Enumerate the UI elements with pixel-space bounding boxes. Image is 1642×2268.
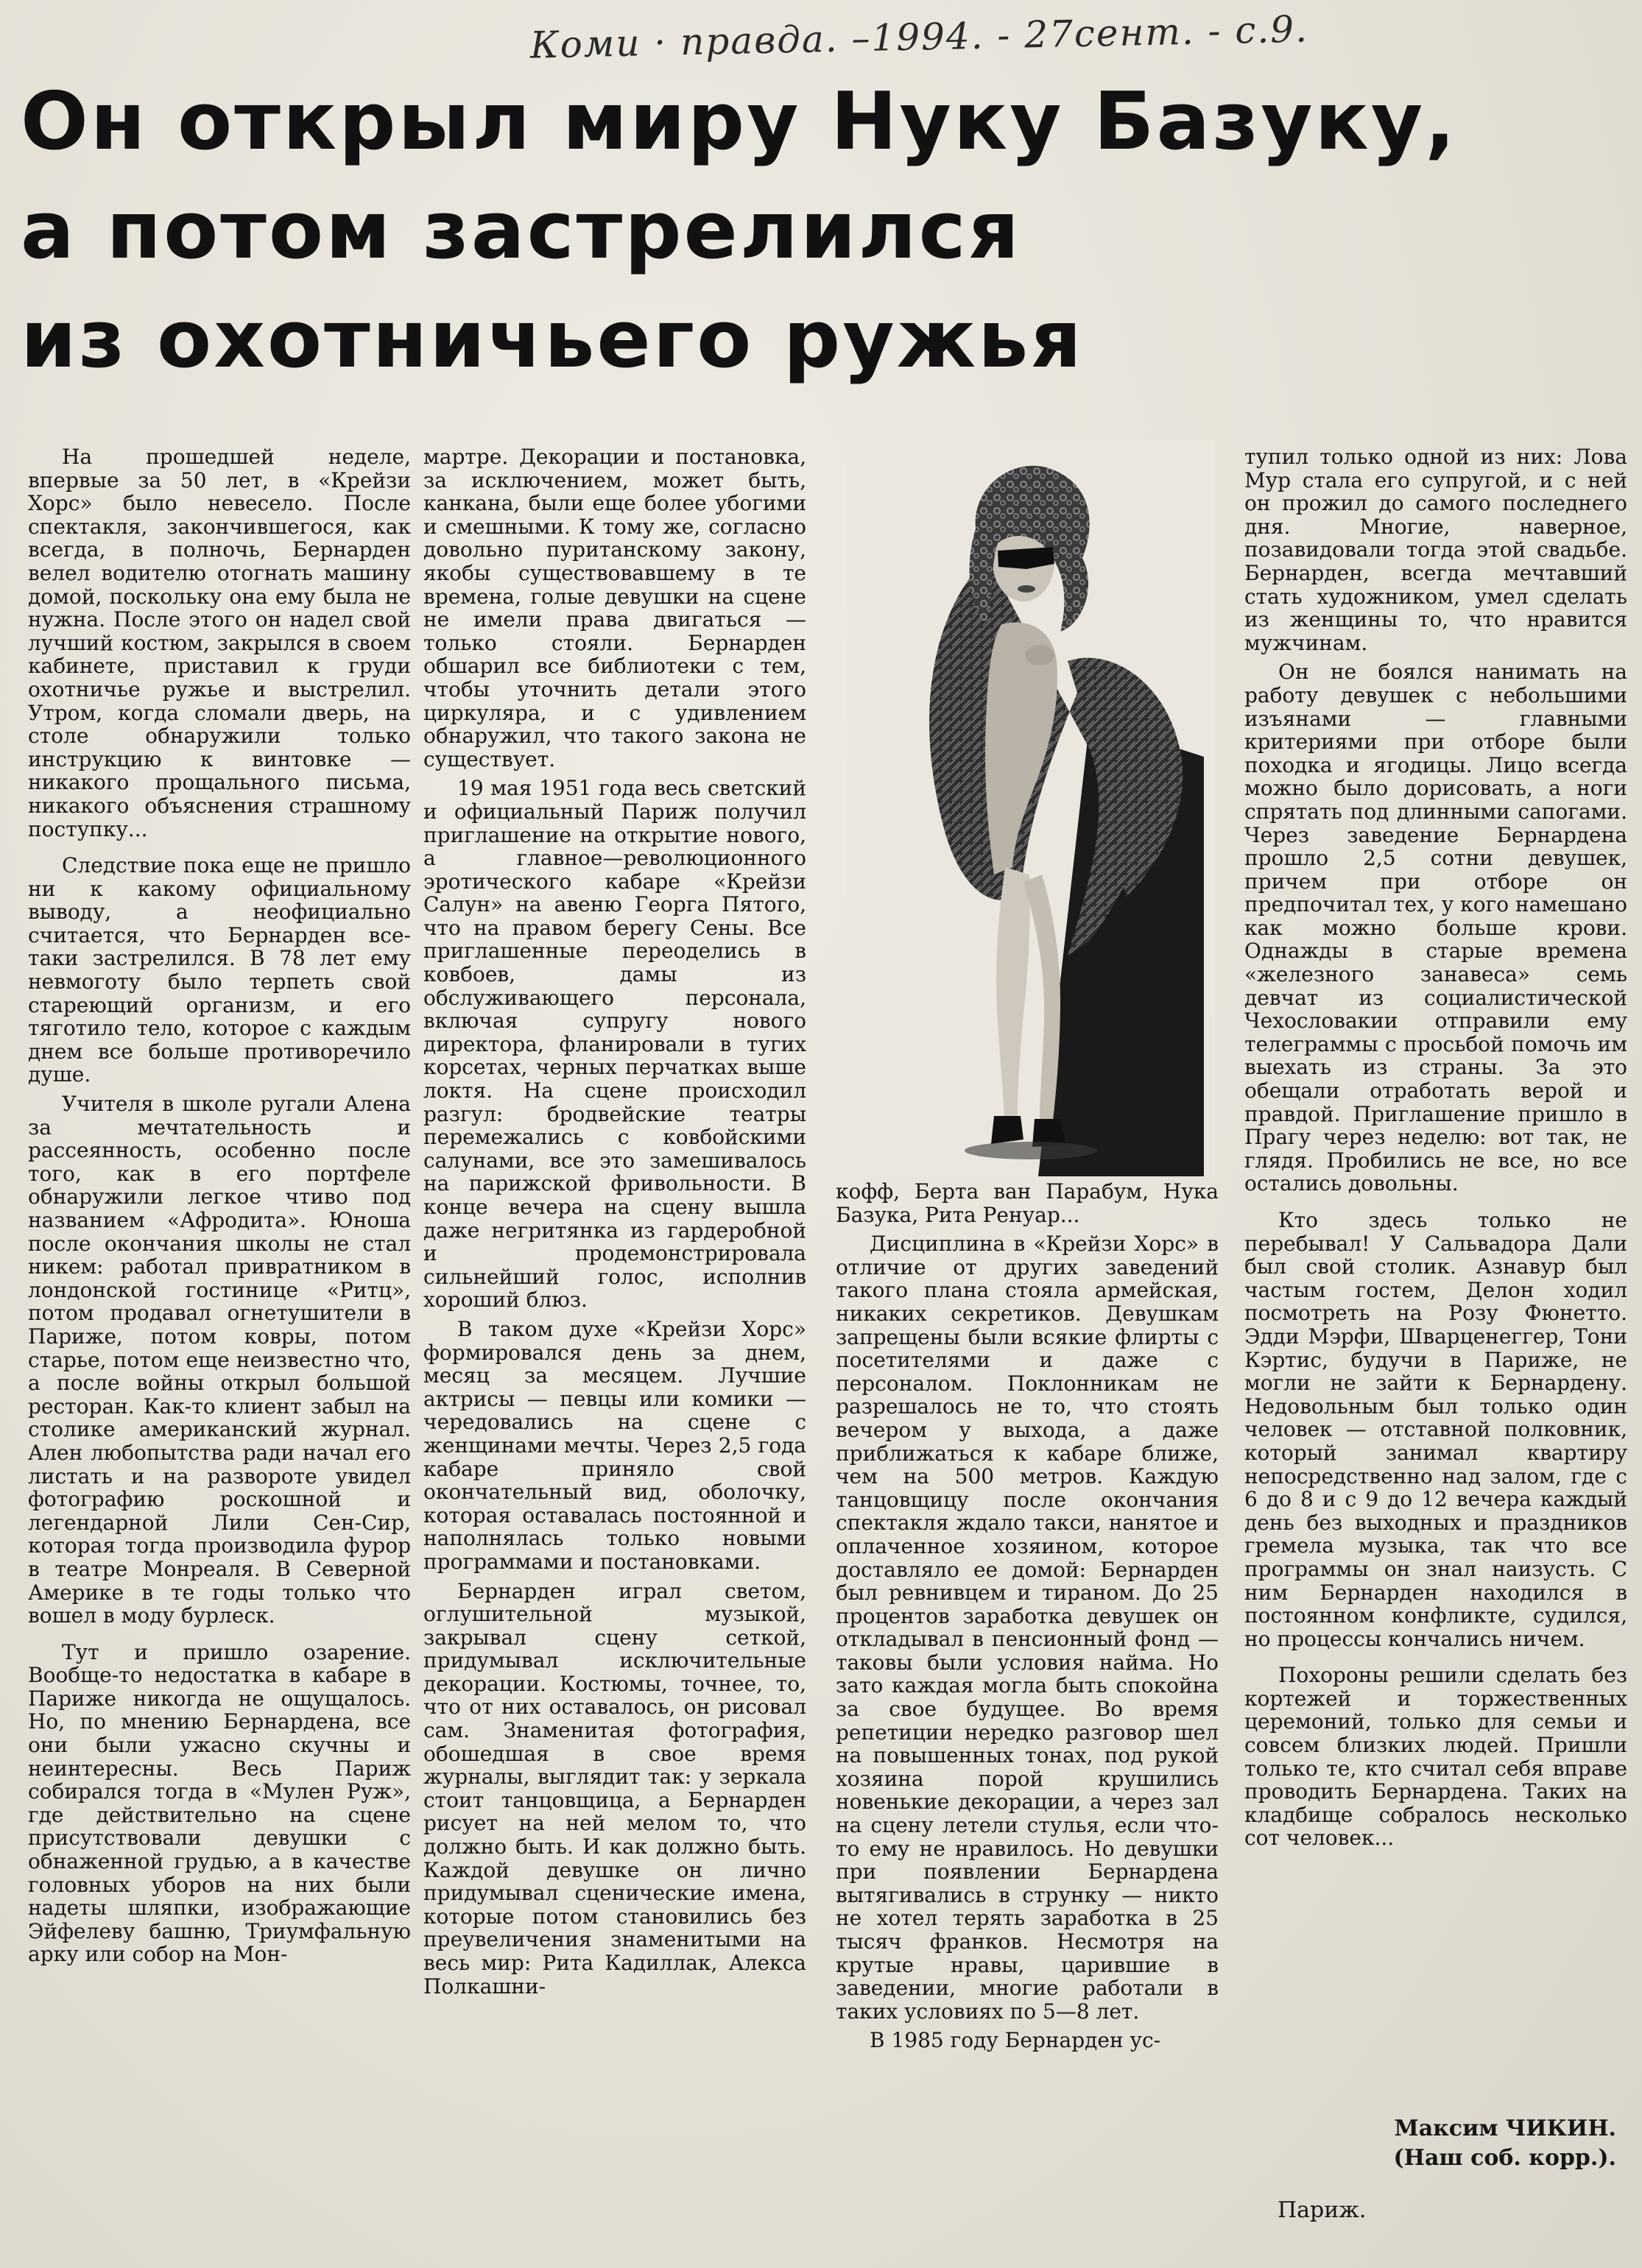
- dateline: Париж.: [1278, 2197, 1367, 2223]
- headline-line-1: Он открыл миру Нуку Базуку,: [21, 76, 1458, 168]
- author-byline: [1366, 2114, 1616, 2173]
- paragraph: Бернарден играл светом, оглушительной музыкой, закрывал сцену сеткой, придумывал исключительные декорации. Костюмы, точнее, то, что от них оставалось, он рисовал сам. Знаменитая фотография, обошедшая в свое время журналы, выглядит так: у зеркала стоит танцовщица, а Бернарден рисует на ней мелом то, что должно быть. И как должно быть. Каждой девушке он лично придумывал сценические имена, которые потом становились без преувеличения знаменитыми на весь мир: Рита Кадиллак, Алекса Полкашни-: [423, 1578, 806, 1999]
- article-headline: [21, 68, 1604, 395]
- headline-line-3: из охотничьего ружья: [21, 294, 1084, 386]
- article-column-4: [1244, 445, 1627, 2227]
- paragraph: Он не боялся нанимать на работу девушек с небольшими изъянами — главными критериями при отборе были походка и ягодицы. Лицо всегда можно было дорисовать, а ноги спрятать под длинными сапогами. Через заведение Бернардена прошло 2,5 сотни девушек, причем при отборе он предпочитал тех, у кого намешано как можно больше крови. Однажды в старые времена «железного занавеса» семь девчат из социалистической Чехословакии отправили ему телеграммы с просьбой помочь им выехать из страны. За это обещали отработать верой и правдой. Приглашение пришло в Прагу через неделю: вот так, не глядя. Пробились не все, но все остались довольны.: [1244, 660, 1627, 1196]
- article-column-3: [836, 1180, 1219, 2236]
- handwritten-source-note: Коми · правда. –1994. - 27сент. - с.9.: [529, 7, 1309, 67]
- paragraph: Дисциплина в «Крейзи Хорс» в отличие от других заведений такого плана стояла армейская, никаких секретиков. Девушкам запрещены были всякие флирты с посетителями и даже с персоналом. Поклонникам не разрешалось не то, что стоять вечером у выхода, а даже приближаться к кабаре ближе, чем на 500 метров. Каждую танцовщицу после окончания спектакля ждало такси, нанятое и оплаченное хозяином, которое доставляло ее домой: Бернарден был ревнивцем и тираном. До 25 процентов заработка девушек он откладывал в пенсионный фонд — таковы были условия найма. Но зато каждая могла быть спокойна за свое будущее. Во время репетиции нередко разговор шел на повышенных тонах, под рукой хозяина порой крушились новенькие декорации, а через зал на сцену летели стулья, если что-то ему не нравилось. Но девушки при появлении Бернардена вытягивались в струнку — никто не хотел терять заработка в 25 тысяч франков. Несмотря на крутые нравы, царившие в заведении, многие работали в таких условиях по 5—8 лет.: [836, 1232, 1219, 2024]
- paragraph: Тут и пришло озарение. Вообще-то недостатка в кабаре в Париже никогда не ощущалось. Но, по мнению Бернардена, все они были ужасно скучны и неинтересны. Весь Париж собирался тогда в «Мулен Руж», где действительно на сцене присутствовали девушки с обнаженной грудью, а в качестве головных уборов на них были надеты шляпки, изображающие Эйфелеву башню, Триумфальную арку или собор на Мон-: [28, 1639, 411, 1967]
- paragraph: В таком духе «Крейзи Хорс» формировался день за днем, месяц за месяцем. Лучшие актрисы — певцы или комики — чередовались на сцене с женщинами мечты. Через 2,5 года кабаре приняло свой окончательный вид, оболочку, которая оставалась постоянной и наполнялась только новыми программами и постановками.: [423, 1316, 806, 1574]
- author-affiliation: (Наш соб. корр.).: [1393, 2145, 1616, 2171]
- article-column-2: [423, 445, 806, 2234]
- author-name: Максим ЧИКИН.: [1394, 2116, 1616, 2141]
- paragraph: На прошедшей неделе, впервые за 50 лет, в «Крейзи Хорс» было невесело. После спектакля, закончившегося, как всегда, в полночь, Бернарден велел водителю отогнать машину домой, поскольку она ему была не нужна. После этого он надел свой лучший костюм, закрылся в своем кабинете, приставил к груди охотничье ружье и выстрелил. Утром, когда сломали дверь, на столе обнаружили только инструкцию к винтовке — никакого прощального письма, никакого объяснения страшному поступку...: [28, 445, 411, 841]
- paragraph: мартре. Декорации и постановка, за исключением, может быть, канкана, были еще более убогими и смешными. К тому же, согласно довольно пуританскому закону, якобы существовавшему в те времена, голые девушки на сцене не имели права двигаться — только стояли. Бернарден обшарил все библиотеки с тем, чтобы уточнить детали этого циркуляра, и с удивлением обнаружил, что такого закона не существует.: [423, 445, 806, 771]
- paragraph: В 1985 году Бернарден ус-: [870, 2028, 1161, 2053]
- paragraph: Кто здесь только не перебывал! У Сальвадора Дали был свой столик. Азнавур был частым гостем, Делон ходил посмотреть на Розу Фюнетто. Эдди Мэрфи, Шварценеггер, Тони Кэртис, будучи в Париже, не могли не зайти к Бернардену. Недовольным был только один человек — отставной полковник, который занимал квартиру непосредственно над залом, где с 6 до 8 и с 9 до 12 вечера каждый день без выходных и праздников гремела музыка, так что все программы он знал наизусть. С ним Бернарден находился в постоянном конфликте, судился, но процессы кончались ничем.: [1244, 1208, 1627, 1651]
- dancer-photo-drawing: [847, 440, 1215, 1176]
- dancer-photo: [847, 440, 1215, 1176]
- paragraph: кофф, Берта ван Парабум, Нука Базука, Рита Ренуар...: [836, 1180, 1219, 1227]
- article-column-1: [28, 445, 411, 2227]
- paragraph: Похороны решили сделать без кортежей и торжественных церемоний, только для семьи и совсем близких людей. Пришли только те, кто считал себя вправе проводить Бернардена. Таких на кладбище собралось несколько сот человек...: [1244, 1663, 1627, 1851]
- paragraph: 19 мая 1951 года весь светский и официальный Париж получил приглашение на открытие нового, а главное—революционного эротического кабаре «Крейзи Салун» на авеню Георга Пятого, что на правом берегу Сены. Все приглашенные переоделись в ковбоев, дамы из обслуживающего персонала, включая супругу нового директора, фланировали в тугих корсетах, черных перчатках выше локтя. На сцене происходил разгул: бродвейские театры перемежались с ковбойскими салунами, все это замешивалось на парижской фривольности. В конце вечера на сцену вышла даже негритянка из гардеробной и продемонстрировала сильнейший голос, исполнив хороший блюз.: [423, 776, 806, 1313]
- headline-line-2: а потом застрелился: [21, 185, 1022, 277]
- paragraph: Учителя в школе ругали Алена за мечтательность и рассеянность, особенно после того, как в его портфеле обнаружили легкое чтиво под названием «Афродита». Юноша после окончания школы не стал никем: работал привратником в лондонской гостинице «Ритц», потом продавал огнетушители в Париже, потом ковры, потом старье, потом еще неизвестно что, а после войны открыл большой ресторан. Как-то клиент забыл на столике американский журнал. Ален любопытства ради начал его листать и на развороте увидел фотографию роскошной и легендарной Лили Сен-Сир, которая тогда производила фурор в театре Монреаля. В Северной Америке в те годы только что вошел в моду бурлеск.: [28, 1092, 411, 1628]
- paragraph: тупил только одной из них: Лова Мур стала его супругой, и с ней он прожил до самого последнего дня. Многие, наверное, позавидовали тогда этой свадьбе. Бернарден, всегда мечтавший стать художником, умел сделать из женщины то, что нравится мужчинам.: [1244, 445, 1627, 655]
- paragraph: Следствие пока еще не пришло ни к какому официальному выводу, а неофициально считается, что Бернарден все-таки застрелился. В 78 лет ему невмоготу было терпеть свой стареющий организм, и его тяготило тело, которое с каждым днем все больше противоречило душе.: [28, 853, 411, 1087]
